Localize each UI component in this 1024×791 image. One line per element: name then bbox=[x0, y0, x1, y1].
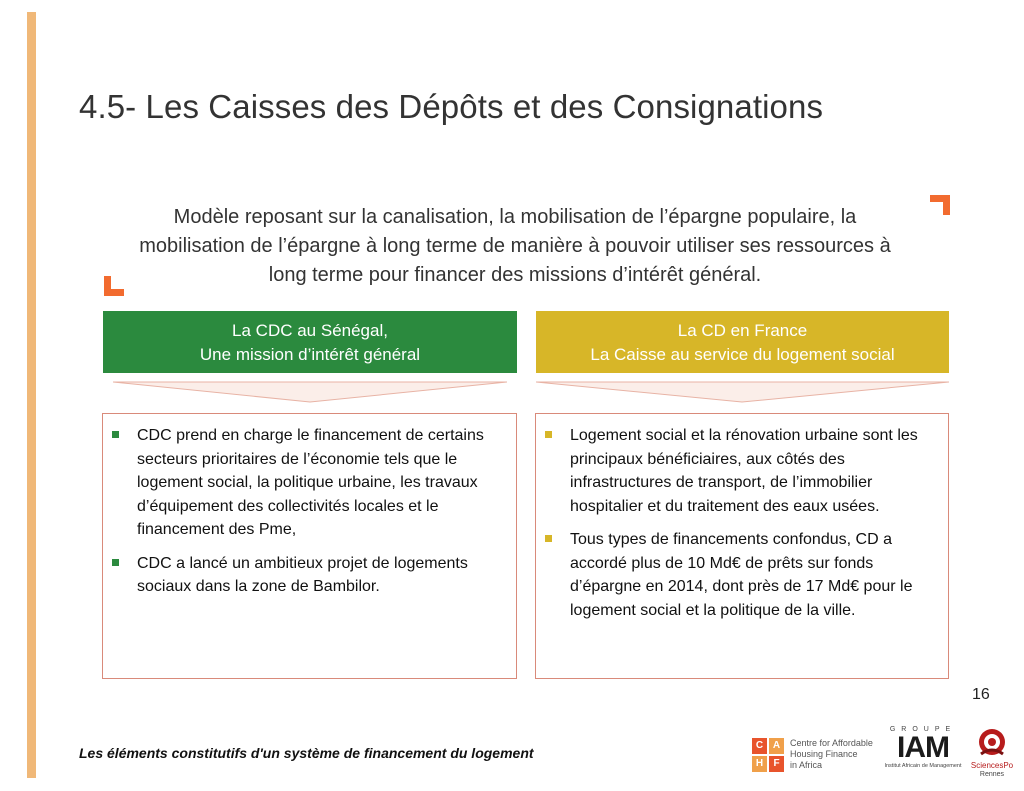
right-content-box bbox=[535, 413, 949, 679]
left-content-box bbox=[102, 413, 517, 679]
sciencespo-label: SciencesPo bbox=[970, 761, 1014, 770]
corner-mark-top-right bbox=[930, 195, 950, 215]
left-column-header bbox=[103, 311, 517, 373]
cahf-letter: A bbox=[769, 738, 784, 754]
cahf-logo bbox=[752, 738, 877, 774]
bullet-text: Logement social et la rénovation urbaine sont les principaux bénéficiaires, aux côtés des infrastructures de transport, de l’immobilier hospitalier et du traitement des eaux usées. bbox=[570, 427, 918, 515]
right-column-header bbox=[536, 311, 949, 373]
cahf-letter: C bbox=[752, 738, 767, 754]
slide-title: 4.5- Les Caisses des Dépôts et des Consignations bbox=[79, 88, 824, 125]
iam-subtitle: Institut Africain de Management bbox=[884, 763, 962, 769]
intro-text: Modèle reposant sur la canalisation, la mobilisation de l’épargne populaire, la mobilisation de l’épargne à long terme de manière à pouvoir utiliser ses ressources à long terme pour financer des missions d’intérêt général. bbox=[139, 206, 891, 286]
list-item bbox=[542, 528, 940, 622]
right-header-line2: La Caisse au service du logement social bbox=[590, 345, 895, 364]
list-item bbox=[542, 424, 940, 518]
right-chevron-arrow bbox=[536, 380, 949, 406]
cahf-letter: F bbox=[769, 756, 784, 772]
page-number: 16 bbox=[972, 686, 990, 703]
cahf-line: Centre for Affordable bbox=[790, 738, 873, 748]
cahf-name bbox=[790, 738, 873, 771]
left-header-line1: La CDC au Sénégal, bbox=[232, 321, 388, 340]
iam-groupe-label: GROUPE bbox=[889, 726, 957, 733]
left-accent-bar bbox=[27, 12, 36, 778]
footer-text: Les éléments constitutifs d'un système de financement du logement bbox=[79, 745, 534, 761]
right-header-line1: La CD en France bbox=[677, 321, 808, 340]
cahf-letter: H bbox=[752, 756, 767, 772]
square-bullet-icon bbox=[545, 535, 552, 542]
list-item bbox=[109, 424, 508, 542]
sciencespo-name bbox=[967, 761, 1017, 779]
left-header-line2: Une mission d’intérêt général bbox=[199, 345, 421, 364]
sciencespo-city: Rennes bbox=[979, 771, 1005, 778]
sciencespo-emblem-icon bbox=[967, 726, 1017, 760]
left-chevron-arrow bbox=[113, 380, 507, 406]
square-bullet-icon bbox=[545, 431, 552, 438]
square-bullet-icon bbox=[112, 431, 119, 438]
iam-logo bbox=[883, 726, 963, 782]
bullet-text: Tous types de financements confondus, CD a accordé plus de 10 Md€ de prêts sur fonds d’épargne en 2014, dont près de 17 Md€ pour le logement social et la politique de la ville. bbox=[570, 531, 913, 619]
list-item bbox=[109, 552, 508, 599]
bullet-text: CDC prend en charge le financement de certains secteurs prioritaires de l’économie tels que le logement social, la politique urbaine, les travaux d’équipement des collectivités locales et le financement des Pme, bbox=[137, 427, 484, 538]
cahf-line: in Africa bbox=[790, 760, 823, 770]
iam-letters: IAM bbox=[897, 731, 949, 764]
cahf-letter-grid bbox=[752, 738, 784, 772]
square-bullet-icon bbox=[112, 559, 119, 566]
bullet-text: CDC a lancé un ambitieux projet de logements sociaux dans la zone de Bambilor. bbox=[137, 554, 468, 595]
sciencespo-logo bbox=[967, 726, 1017, 782]
cahf-line: Housing Finance bbox=[790, 749, 858, 759]
